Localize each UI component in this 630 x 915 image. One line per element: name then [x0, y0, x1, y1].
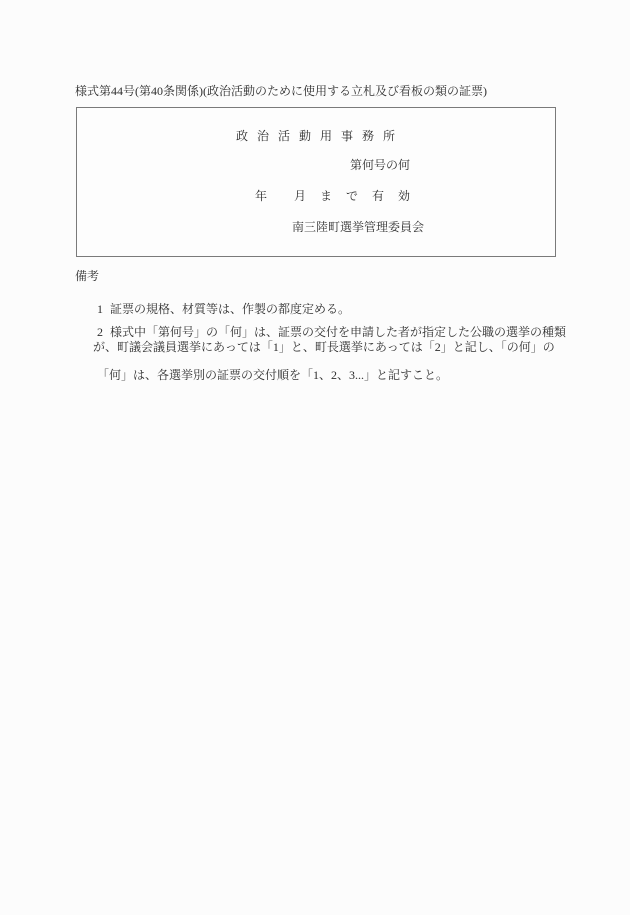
notes-heading: 備考: [75, 269, 100, 283]
certificate-issuer: 南三陸町選挙管理委員会: [292, 220, 425, 234]
form-number-caption: 様式第44号(第40条関係)(政治活動のために使用する立札及び看板の類の証票): [75, 84, 487, 98]
note-2-text-line-3: 「何」は、各選挙別の証票の交付順を「1、2、3...」と記すこと。: [97, 368, 449, 382]
note-1-text: 証票の規格、材質等は、作製の都度定める。: [110, 302, 351, 316]
note-2-number: 2: [97, 325, 103, 339]
certificate-validity-line: 年 月 ま で 有 効: [255, 189, 412, 203]
note-2-text-line-2: が、町議会議員選挙にあっては「1」と、町長選挙にあっては「2」と記し、「の何」の: [93, 340, 555, 354]
certificate-number-line: 第何号の何: [350, 158, 411, 172]
certificate-box: [76, 107, 556, 257]
certificate-office-title: 政治活動用事務所: [236, 129, 405, 143]
note-2-text-line-1: 様式中「第何号」の「何」は、証票の交付を申請した者が指定した公職の選挙の種類: [110, 325, 567, 339]
note-1-number: 1: [97, 302, 103, 316]
